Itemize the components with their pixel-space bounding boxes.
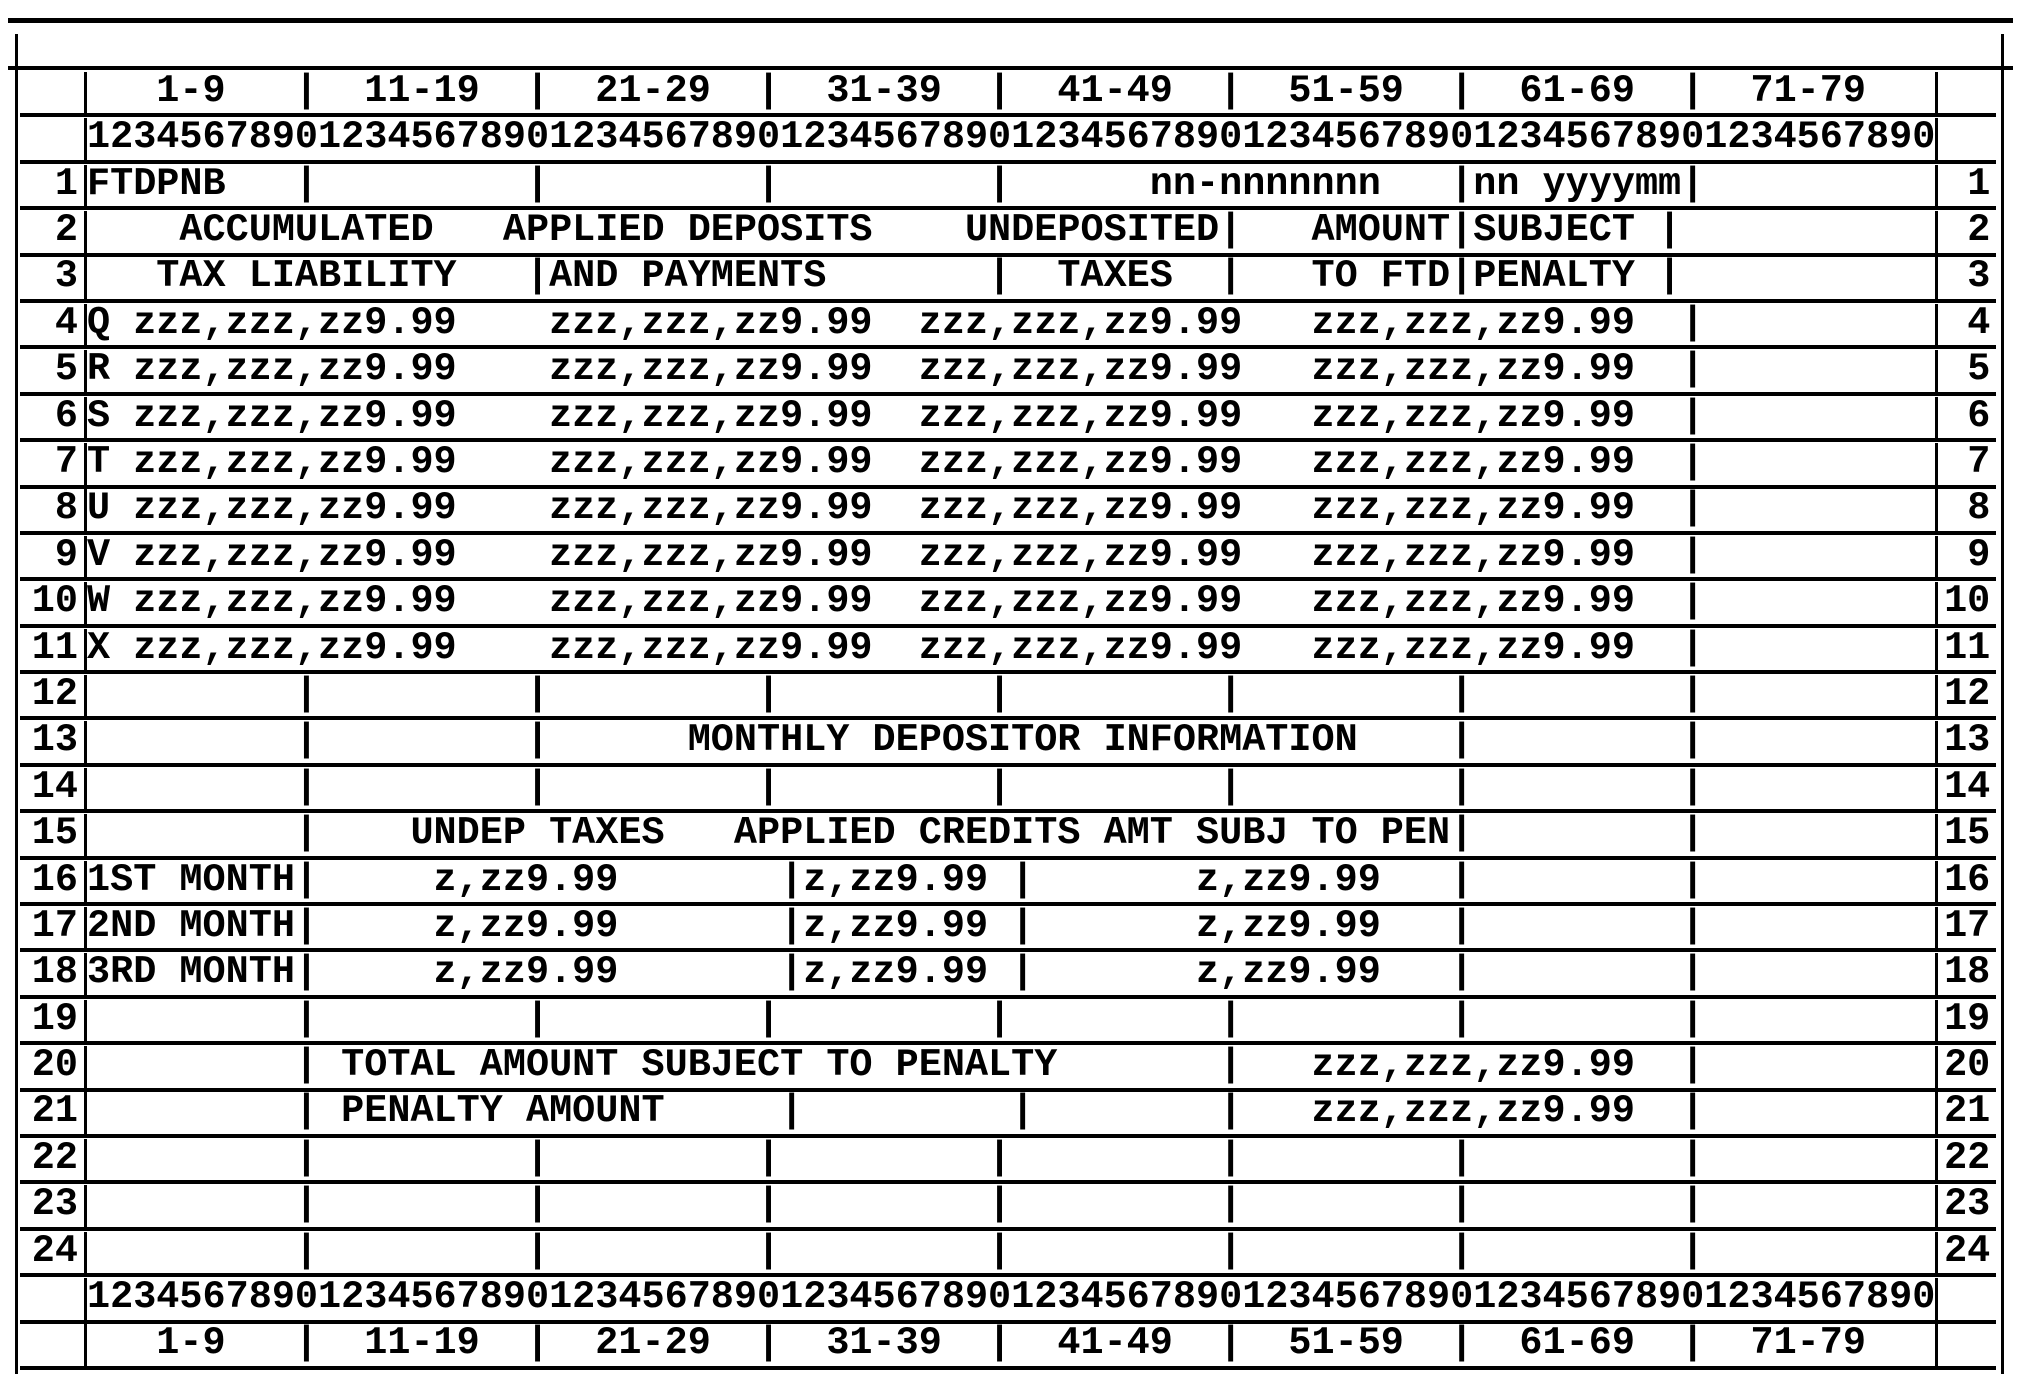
row-number-right: 16 (1944, 857, 1991, 902)
column-ruler-digits: 12345678901234567890123456789012345678901234567890123456789012345678901234567890 (84, 1278, 1938, 1320)
row-number-left: 24 (31, 1228, 78, 1273)
row-text: | | | | | | | (84, 1000, 1938, 1042)
outer-right-border (2001, 34, 2004, 1374)
row-text: | | MONTHLY DEPOSITOR INFORMATION | | (84, 721, 1938, 763)
row-number-right: 4 (1967, 300, 1991, 345)
row-text: | TOTAL AMOUNT SUBJECT TO PENALTY | zzz,zzz,zz9.99 | (84, 1046, 1938, 1088)
grid-row-17 (20, 903, 1996, 952)
row-number-left: 23 (31, 1182, 78, 1227)
row-text: TAX LIABILITY |AND PAYMENTS | TAXES | TO FTD|PENALTY | (84, 257, 1938, 299)
row-number-left: 16 (31, 857, 78, 902)
row-text: W zzz,zzz,zz9.99 zzz,zzz,zz9.99 zzz,zzz,zz9.99 zzz,zzz,zz9.99 | (84, 582, 1938, 624)
row-text: 1ST MONTH| z,zz9.99 |z,zz9.99 | z,zz9.99 | | (84, 861, 1938, 903)
row-text: 2ND MONTH| z,zz9.99 |z,zz9.99 | z,zz9.99 | | (84, 907, 1938, 949)
row-text: R zzz,zzz,zz9.99 zzz,zzz,zz9.99 zzz,zzz,zz9.99 zzz,zzz,zz9.99 | (84, 350, 1938, 392)
row-number-right: 5 (1967, 347, 1991, 392)
row-number-right: 3 (1967, 254, 1991, 299)
grid-row-5 (20, 349, 1996, 395)
row-text: Q zzz,zzz,zz9.99 zzz,zzz,zz9.99 zzz,zzz,zz9.99 zzz,zzz,zz9.99 | (84, 304, 1938, 346)
grid-row-4 (20, 300, 1996, 349)
row-text: ACCUMULATED APPLIED DEPOSITS UNDEPOSITED| AMOUNT|SUBJECT | (84, 211, 1938, 253)
row-number-right: 15 (1944, 811, 1991, 856)
row-number-left (20, 110, 84, 113)
row-number-left: 12 (31, 671, 78, 716)
row-number-left: 17 (31, 903, 78, 948)
row-number-left: 22 (31, 1135, 78, 1180)
row-number-left: 2 (54, 208, 78, 253)
grid-row-11 (20, 625, 1996, 674)
row-text: | UNDEP TAXES APPLIED CREDITS AMT SUBJ TO PEN| | (84, 814, 1938, 856)
row-number-left: 15 (31, 811, 78, 856)
grid-row-16 (20, 857, 1996, 906)
row-number-right: 17 (1944, 903, 1991, 948)
row-number-left: 20 (31, 1043, 78, 1088)
grid-row-21 (20, 1089, 1996, 1138)
row-number-left (20, 157, 84, 160)
row-number-right: 20 (1944, 1043, 1991, 1088)
row-number-right: 8 (1967, 486, 1991, 531)
grid-row-22 (20, 1135, 1996, 1184)
grid-row-13 (20, 720, 1996, 766)
column-range-labels: 1-9 | 11-19 | 21-29 | 31-39 | 41-49 | 51-59 | 61-69 | 71-79 (84, 1324, 1938, 1366)
row-text: | PENALTY AMOUNT | | | zzz,zzz,zz9.99 | (84, 1092, 1938, 1134)
row-number-right: 19 (1944, 996, 1991, 1041)
row-text: S zzz,zzz,zz9.99 zzz,zzz,zz9.99 zzz,zzz,zz9.99 zzz,zzz,zz9.99 | (84, 397, 1938, 439)
row-number-left: 8 (54, 486, 78, 531)
row-number-right: 23 (1944, 1182, 1991, 1227)
row-number-left: 6 (54, 393, 78, 438)
row-number-right (1938, 1363, 1996, 1366)
row-number-right (1938, 110, 1996, 113)
outer-left-border (15, 34, 18, 1374)
grid-row-19 (20, 996, 1996, 1045)
column-range-header-bottom (20, 1324, 1996, 1370)
row-text: V zzz,zzz,zz9.99 zzz,zzz,zz9.99 zzz,zzz,zz9.99 zzz,zzz,zz9.99 | (84, 536, 1938, 578)
row-text: | | | | | | | (84, 1232, 1938, 1274)
row-number-right: 24 (1944, 1228, 1991, 1273)
grid-row-6 (20, 393, 1996, 442)
grid-row-2 (20, 210, 1996, 256)
row-number-left: 13 (31, 718, 78, 763)
screen-layout-grid (20, 71, 1996, 1370)
row-number-left: 19 (31, 996, 78, 1041)
grid-row-14 (20, 764, 1996, 813)
data-rows (20, 161, 1996, 1277)
row-number-right: 2 (1967, 208, 1991, 253)
row-number-right: 12 (1944, 671, 1991, 716)
row-text: 3RD MONTH| z,zz9.99 |z,zz9.99 | z,zz9.99 | | (84, 953, 1938, 995)
row-number-left: 9 (54, 532, 78, 577)
grid-row-12 (20, 671, 1996, 720)
row-text: | | | | | | | (84, 1139, 1938, 1181)
grid-row-20 (20, 1045, 1996, 1091)
row-text: X zzz,zzz,zz9.99 zzz,zzz,zz9.99 zzz,zzz,zz9.99 zzz,zzz,zz9.99 | (84, 629, 1938, 671)
column-ruler-bottom (20, 1277, 1996, 1323)
row-number-left: 5 (54, 347, 78, 392)
row-number-right: 1 (1967, 161, 1991, 206)
row-text: | | | | | | | (84, 675, 1938, 717)
row-text: FTDPNB | | | | nn-nnnnnnn |nn yyyymm| (84, 165, 1938, 207)
grid-row-9 (20, 532, 1996, 581)
row-number-right: 6 (1967, 393, 1991, 438)
row-number-right (1938, 1317, 1996, 1320)
row-number-left (20, 1363, 84, 1366)
row-number-right: 10 (1944, 579, 1991, 624)
top-border-line (8, 18, 2013, 23)
grid-row-18 (20, 952, 1996, 998)
grid-row-24 (20, 1228, 1996, 1277)
row-number-right: 22 (1944, 1135, 1991, 1180)
column-ruler-top (20, 117, 1996, 163)
row-number-left: 4 (54, 300, 78, 345)
grid-row-7 (20, 442, 1996, 488)
row-text: | | | | | | | (84, 1185, 1938, 1227)
grid-row-10 (20, 581, 1996, 627)
row-number-right: 9 (1967, 532, 1991, 577)
row-number-right: 13 (1944, 718, 1991, 763)
header-band-line (8, 66, 2013, 70)
row-number-right: 14 (1944, 764, 1991, 809)
column-ruler-digits: 12345678901234567890123456789012345678901234567890123456789012345678901234567890 (84, 118, 1938, 160)
grid-row-3 (20, 254, 1996, 303)
grid-row-15 (20, 813, 1996, 859)
row-number-right: 18 (1944, 950, 1991, 995)
row-number-right: 21 (1944, 1089, 1991, 1134)
row-number-left: 21 (31, 1089, 78, 1134)
row-number-right (1938, 157, 1996, 160)
row-number-left: 3 (54, 254, 78, 299)
row-number-left (20, 1317, 84, 1320)
row-number-left: 14 (31, 764, 78, 809)
column-range-labels: 1-9 | 11-19 | 21-29 | 31-39 | 41-49 | 51-59 | 61-69 | 71-79 (84, 72, 1938, 114)
row-text: U zzz,zzz,zz9.99 zzz,zzz,zz9.99 zzz,zzz,zz9.99 zzz,zzz,zz9.99 | (84, 489, 1938, 531)
row-number-right: 7 (1967, 440, 1991, 485)
row-number-left: 10 (31, 579, 78, 624)
row-number-right: 11 (1944, 625, 1991, 670)
grid-row-1 (20, 161, 1996, 210)
grid-row-8 (20, 486, 1996, 535)
row-number-left: 18 (31, 950, 78, 995)
row-text: | | | | | | | (84, 768, 1938, 810)
column-range-header-top (20, 71, 1996, 117)
row-number-left: 7 (54, 440, 78, 485)
grid-row-23 (20, 1184, 1996, 1230)
row-number-left: 1 (54, 161, 78, 206)
row-text: T zzz,zzz,zz9.99 zzz,zzz,zz9.99 zzz,zzz,zz9.99 zzz,zzz,zz9.99 | (84, 443, 1938, 485)
row-number-left: 11 (31, 625, 78, 670)
